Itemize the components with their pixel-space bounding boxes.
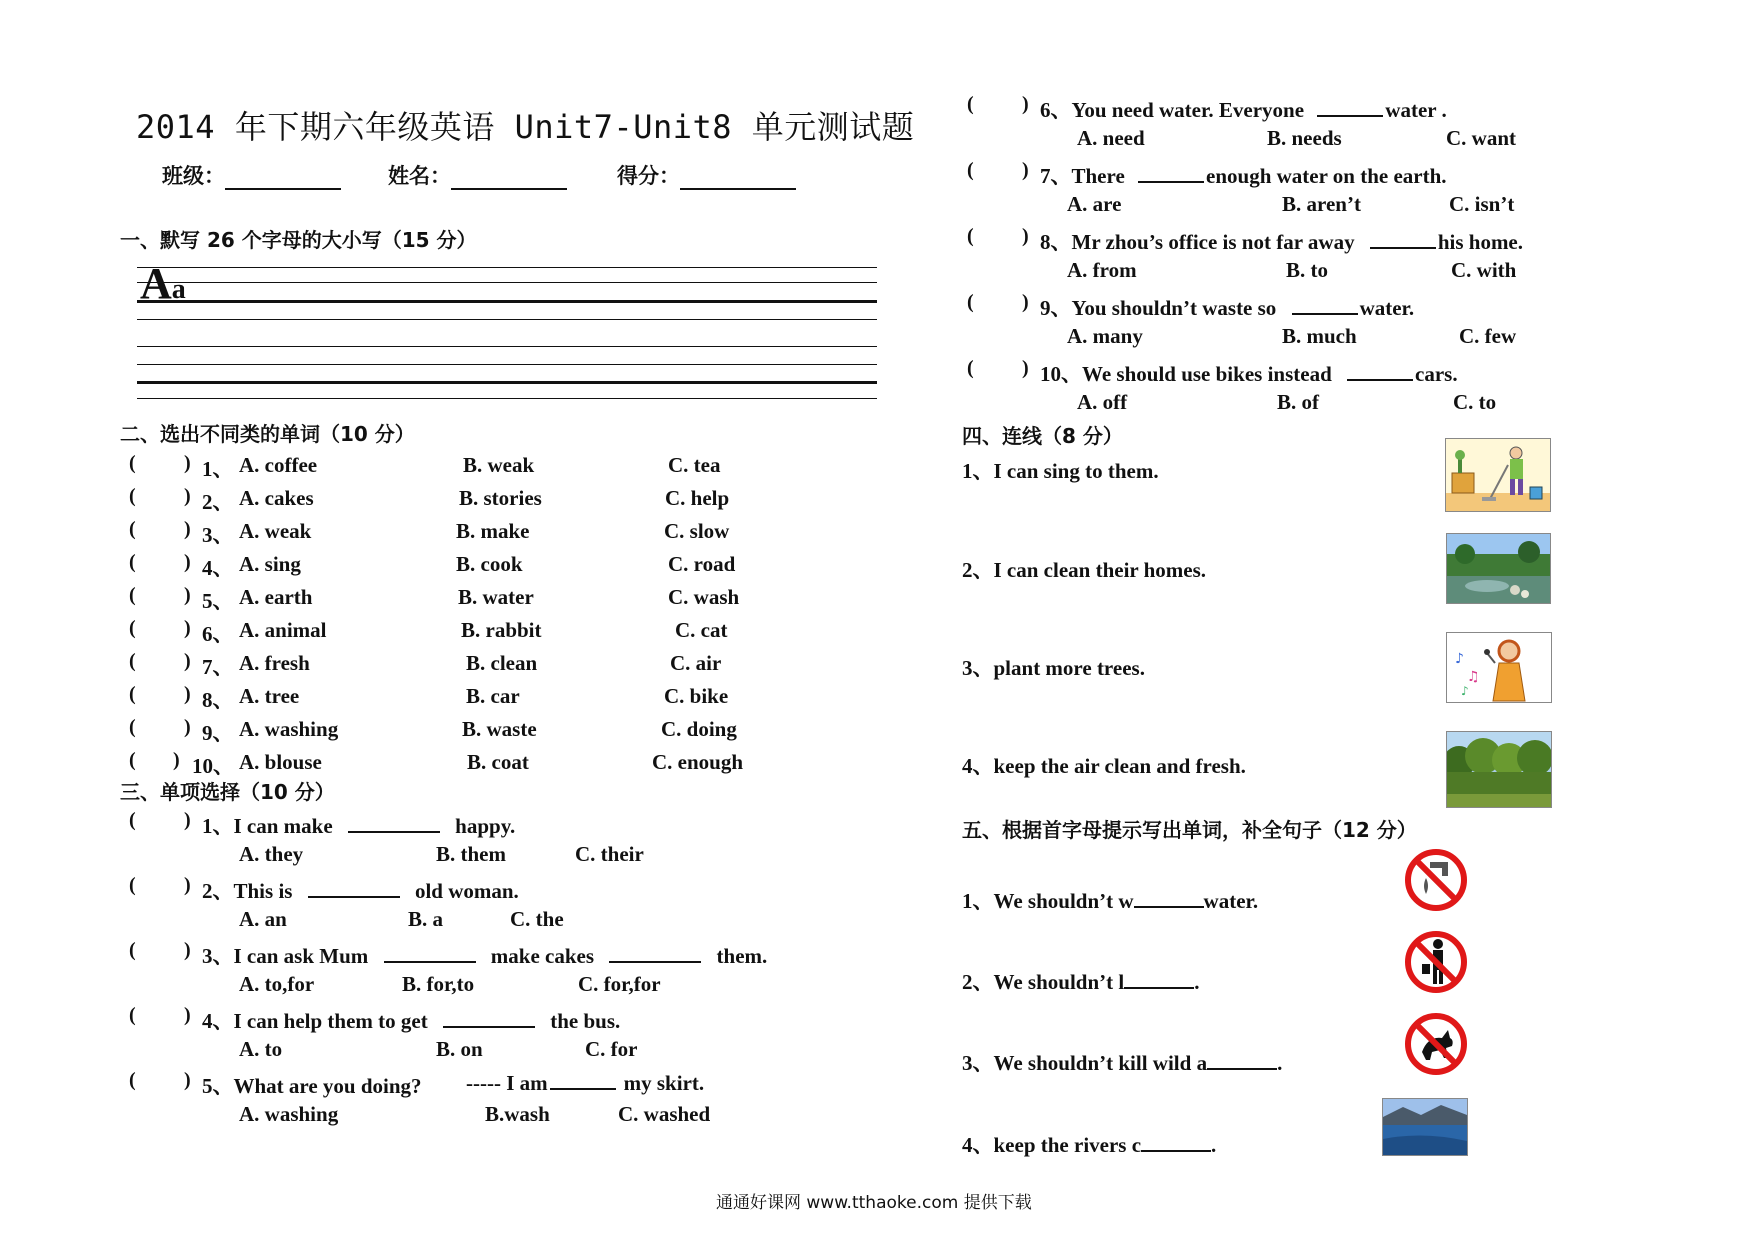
question-text: What are you doing? <box>233 1074 422 1098</box>
writing-line <box>137 267 877 268</box>
question-text: enough water on the earth. <box>1206 164 1447 188</box>
match-sentence-4[interactable]: 4、keep the air clean and fresh. <box>962 754 1246 778</box>
match-sentence-3[interactable]: 3、plant more trees. <box>962 656 1145 680</box>
option-b: B. water <box>458 585 534 609</box>
option-b: B. of <box>1277 390 1319 414</box>
question-text: This is <box>233 879 293 903</box>
answer-paren-open[interactable]: ( <box>129 551 136 573</box>
answer-paren-close: ) <box>1022 291 1029 313</box>
writing-baseline <box>137 381 877 384</box>
forest-picture[interactable] <box>1446 731 1552 808</box>
answer-paren-open[interactable]: ( <box>129 452 136 474</box>
answer-paren-close: ) <box>184 939 191 961</box>
option-a: A. an <box>239 907 287 931</box>
answer-paren-open[interactable]: ( <box>129 809 136 831</box>
answer-blank[interactable] <box>348 813 440 833</box>
mopping-picture[interactable] <box>1445 438 1551 512</box>
river-picture[interactable] <box>1382 1098 1468 1156</box>
option-c: C. slow <box>664 519 730 543</box>
question-text: There <box>1071 164 1125 188</box>
name-label: 姓名： <box>388 164 451 188</box>
question-number: 9、 <box>202 721 234 745</box>
writing-baseline <box>137 300 877 303</box>
question-text: water. <box>1359 296 1415 320</box>
no-hunting-animals-icon <box>1404 1012 1468 1076</box>
option-a: A. sing <box>239 552 301 576</box>
answer-paren-close: ) <box>1022 225 1029 247</box>
singing-illustration-icon <box>1447 633 1551 702</box>
option-b: B. aren’t <box>1282 192 1361 216</box>
answer-paren-close: ) <box>184 683 191 705</box>
question-text: I can help them to get <box>233 1009 428 1033</box>
option-b: B. needs <box>1267 126 1342 150</box>
option-a: A. need <box>1077 126 1145 150</box>
park-picture[interactable] <box>1446 533 1551 604</box>
question-stem <box>1040 226 1523 256</box>
answer-paren-close: ) <box>184 809 191 831</box>
answer-paren-close: ) <box>1022 93 1029 115</box>
answer-paren-open[interactable]: ( <box>129 939 136 961</box>
option-a: A. washing <box>239 1102 339 1126</box>
option-a: A. blouse <box>239 750 322 774</box>
answer-blank[interactable] <box>1292 295 1358 315</box>
option-a: A. are <box>1067 192 1122 216</box>
answer-blank[interactable] <box>1317 97 1383 117</box>
question-stem <box>202 940 767 970</box>
answer-paren-close: ) <box>1022 159 1029 181</box>
option-c: C. to <box>1453 390 1497 414</box>
answer-paren-close: ) <box>184 452 191 474</box>
answer-blank[interactable] <box>1370 229 1436 249</box>
question-text: cars. <box>1415 362 1458 386</box>
answer-paren-open[interactable]: ( <box>129 1069 136 1091</box>
option-c: C. want <box>1446 126 1517 150</box>
option-c: C. with <box>1451 258 1517 282</box>
question-stem <box>1040 358 1458 388</box>
option-a: A. to <box>239 1037 283 1061</box>
answer-blank[interactable] <box>550 1070 616 1090</box>
option-b: B.wash <box>485 1102 550 1126</box>
sentence-text: . <box>1194 970 1200 994</box>
name-blank[interactable] <box>451 164 567 190</box>
question-text: ----- I am <box>466 1071 548 1095</box>
question-stem <box>202 875 519 905</box>
option-c: C. bike <box>664 684 729 708</box>
question-text: my skirt. <box>623 1071 705 1095</box>
sample-lower: a <box>171 274 186 305</box>
answer-paren-open[interactable]: ( <box>967 291 974 313</box>
option-c: C. tea <box>668 453 721 477</box>
option-a: A. washing <box>239 717 339 741</box>
option-a: A. coffee <box>239 453 318 477</box>
option-a: A. earth <box>239 585 313 609</box>
question-text: I can ask Mum <box>233 944 369 968</box>
answer-paren-close: ) <box>184 650 191 672</box>
sentence-text: 2、We shouldn’t l <box>962 970 1125 994</box>
sentence-text: 3、We shouldn’t kill wild a <box>962 1051 1208 1075</box>
question-number: 3、 <box>202 944 234 968</box>
question-number: 10、 <box>1040 362 1082 386</box>
question-text: his home. <box>1437 230 1524 254</box>
answer-paren-open[interactable]: ( <box>129 584 136 606</box>
option-c: C. air <box>670 651 722 675</box>
answer-blank[interactable] <box>384 943 476 963</box>
question-stem <box>1040 94 1447 124</box>
answer-paren-close: ) <box>184 1069 191 1091</box>
section-1-heading: 一、默写 26 个字母的大小写（15 分） <box>120 228 477 252</box>
option-b: B. for,to <box>402 972 475 996</box>
question-text: the bus. <box>550 1009 621 1033</box>
answer-paren-close: ) <box>184 485 191 507</box>
question-number: 3、 <box>202 523 234 547</box>
option-a: A. weak <box>239 519 312 543</box>
option-c: C. their <box>575 842 644 866</box>
option-b: B. car <box>466 684 520 708</box>
answer-paren-close: ) <box>184 874 191 896</box>
question-number: 2、 <box>202 490 234 514</box>
sample-letters <box>140 259 186 312</box>
question-number: 8、 <box>202 688 234 712</box>
answer-paren-open[interactable]: ( <box>129 716 136 738</box>
answer-paren-close: ) <box>184 518 191 540</box>
option-b: B. much <box>1282 324 1357 348</box>
sentence-text: 4、keep the rivers c <box>962 1133 1142 1157</box>
forest-illustration-icon <box>1447 732 1551 807</box>
answer-paren-close: ) <box>184 551 191 573</box>
question-text: You shouldn’t waste so <box>1071 296 1277 320</box>
no-littering-icon <box>1404 930 1468 994</box>
score-blank[interactable] <box>680 164 796 190</box>
option-c: C. help <box>665 486 730 510</box>
answer-blank[interactable] <box>1134 888 1204 908</box>
sentence-text: water. <box>1203 889 1259 913</box>
writing-line <box>137 398 877 399</box>
option-c: C. isn’t <box>1449 192 1515 216</box>
section-4-heading: 四、连线（8 分） <box>962 424 1123 448</box>
option-b: B. to <box>1286 258 1328 282</box>
name-field[interactable] <box>388 160 567 190</box>
no-wasting-water-icon <box>1404 848 1468 912</box>
answer-paren-close: ) <box>184 617 191 639</box>
option-b: B. waste <box>462 717 537 741</box>
sample-upper: A <box>140 259 172 308</box>
option-b: B. cook <box>456 552 523 576</box>
question-number: 2、 <box>202 879 234 903</box>
option-c: C. cat <box>675 618 728 642</box>
option-c: C. wash <box>668 585 740 609</box>
answer-blank[interactable] <box>308 878 400 898</box>
answer-paren-open[interactable]: ( <box>129 749 136 771</box>
option-c: C. road <box>668 552 736 576</box>
score-field[interactable] <box>617 160 796 190</box>
park-illustration-icon <box>1447 534 1550 603</box>
fill-sentence-3 <box>962 1047 1282 1077</box>
option-c: C. doing <box>661 717 737 741</box>
fill-sentence-2 <box>962 966 1199 996</box>
answer-paren-open[interactable]: ( <box>967 93 974 115</box>
answer-paren-open[interactable]: ( <box>129 518 136 540</box>
option-c: C. the <box>510 907 564 931</box>
answer-blank[interactable] <box>609 943 701 963</box>
answer-blank[interactable] <box>1124 969 1194 989</box>
question-stem <box>1040 292 1414 322</box>
option-a: A. to,for <box>239 972 315 996</box>
question-text: them. <box>716 944 768 968</box>
question-stem <box>202 810 515 840</box>
question-number: 8、 <box>1040 230 1072 254</box>
svg-text:♪: ♪ <box>1461 684 1469 698</box>
fill-sentence-4 <box>962 1129 1216 1159</box>
answer-blank[interactable] <box>1138 163 1204 183</box>
answer-paren-open[interactable]: ( <box>129 874 136 896</box>
question-text: We should use bikes instead <box>1082 362 1332 386</box>
question-number: 4、 <box>202 1009 234 1033</box>
question-text: old woman. <box>414 879 519 903</box>
option-b: B. them <box>436 842 506 866</box>
answer-paren-open[interactable]: ( <box>129 683 136 705</box>
option-c: C. washed <box>618 1102 711 1126</box>
option-b: B. stories <box>459 486 542 510</box>
footer-credit: 通通好课网 www.tthaoke.com 提供下载 <box>716 1193 1032 1213</box>
river-illustration-icon <box>1383 1099 1467 1155</box>
answer-paren-open[interactable]: ( <box>129 485 136 507</box>
question-text: happy. <box>455 814 516 838</box>
sentence-text: . <box>1211 1133 1217 1157</box>
section-3-heading: 三、单项选择（10 分） <box>120 780 335 804</box>
sentence-text: . <box>1277 1051 1283 1075</box>
question-text: Mr zhou’s office is not far away <box>1071 230 1355 254</box>
page-title: 2014 年下期六年级英语 Unit7-Unit8 单元测试题 <box>136 108 915 146</box>
writing-line <box>137 364 877 365</box>
question-text: I can make <box>233 814 333 838</box>
answer-paren-open[interactable]: ( <box>129 617 136 639</box>
question-number: 1、 <box>202 814 234 838</box>
question-number: 4、 <box>202 556 234 580</box>
option-b: B. make <box>456 519 530 543</box>
question-number: 6、 <box>1040 98 1072 122</box>
answer-paren-close: ) <box>184 716 191 738</box>
option-a: A. they <box>239 842 304 866</box>
match-sentence-1[interactable]: 1、I can sing to them. <box>962 459 1159 483</box>
writing-line <box>137 282 877 283</box>
option-a: A. from <box>1067 258 1137 282</box>
option-b: B. a <box>408 907 444 931</box>
answer-blank[interactable] <box>1207 1050 1277 1070</box>
answer-paren-open[interactable]: ( <box>967 357 974 379</box>
writing-line <box>137 346 877 347</box>
question-number: 5、 <box>202 589 234 613</box>
answer-paren-close: ) <box>173 749 180 771</box>
option-c: C. for <box>585 1037 638 1061</box>
option-b: B. on <box>436 1037 483 1061</box>
question-number: 9、 <box>1040 296 1072 320</box>
question-number: 5、 <box>202 1074 234 1098</box>
svg-text:♫: ♫ <box>1467 669 1480 685</box>
section-5-heading: 五、根据首字母提示写出单词，补全句子（12 分） <box>962 818 1417 842</box>
answer-paren-close: ) <box>184 1004 191 1026</box>
option-a: A. animal <box>239 618 327 642</box>
answer-blank[interactable] <box>1347 361 1413 381</box>
answer-paren-close: ) <box>1022 357 1029 379</box>
option-b: B. rabbit <box>461 618 542 642</box>
answer-paren-close: ) <box>184 584 191 606</box>
answer-paren-open[interactable]: ( <box>129 650 136 672</box>
option-a: A. off <box>1077 390 1128 414</box>
answer-paren-open[interactable]: ( <box>967 225 974 247</box>
cleaning-illustration-icon <box>1446 439 1550 511</box>
question-answer-part <box>466 1070 704 1096</box>
writing-line <box>137 319 877 320</box>
option-a: A. fresh <box>239 651 310 675</box>
section-2-heading: 二、选出不同类的单词（10 分） <box>120 422 415 446</box>
answer-blank[interactable] <box>443 1008 535 1028</box>
match-sentence-2[interactable]: 2、I can clean their homes. <box>962 558 1207 582</box>
answer-blank[interactable] <box>1141 1132 1211 1152</box>
question-number: 6、 <box>202 622 234 646</box>
question-stem <box>1040 160 1447 190</box>
option-c: C. few <box>1459 324 1517 348</box>
option-a: A. many <box>1067 324 1143 348</box>
question-number: 10、 <box>192 754 234 778</box>
answer-paren-open[interactable]: ( <box>967 159 974 181</box>
question-number: 7、 <box>1040 164 1072 188</box>
question-number: 1、 <box>202 457 234 481</box>
option-b: B. clean <box>466 651 538 675</box>
option-b: B. coat <box>467 750 529 774</box>
class-blank[interactable] <box>225 164 341 190</box>
option-b: B. weak <box>463 453 535 477</box>
option-c: C. enough <box>652 750 744 774</box>
score-label: 得分： <box>617 164 680 188</box>
singing-girl-picture[interactable] <box>1446 632 1552 703</box>
fill-sentence-1 <box>962 885 1258 915</box>
question-stem <box>202 1005 620 1035</box>
class-label: 班级： <box>162 164 225 188</box>
question-stem <box>202 1070 422 1100</box>
option-c: C. for,for <box>578 972 661 996</box>
question-number: 7、 <box>202 655 234 679</box>
answer-paren-open[interactable]: ( <box>129 1004 136 1026</box>
class-field[interactable] <box>162 160 341 190</box>
sentence-text: 1、We shouldn’t w <box>962 889 1134 913</box>
question-text: water . <box>1385 98 1447 122</box>
question-text: You need water. Everyone <box>1071 98 1305 122</box>
svg-text:♪: ♪ <box>1455 651 1464 667</box>
option-a: A. tree <box>239 684 300 708</box>
option-a: A. cakes <box>239 486 314 510</box>
question-text: make cakes <box>490 944 595 968</box>
